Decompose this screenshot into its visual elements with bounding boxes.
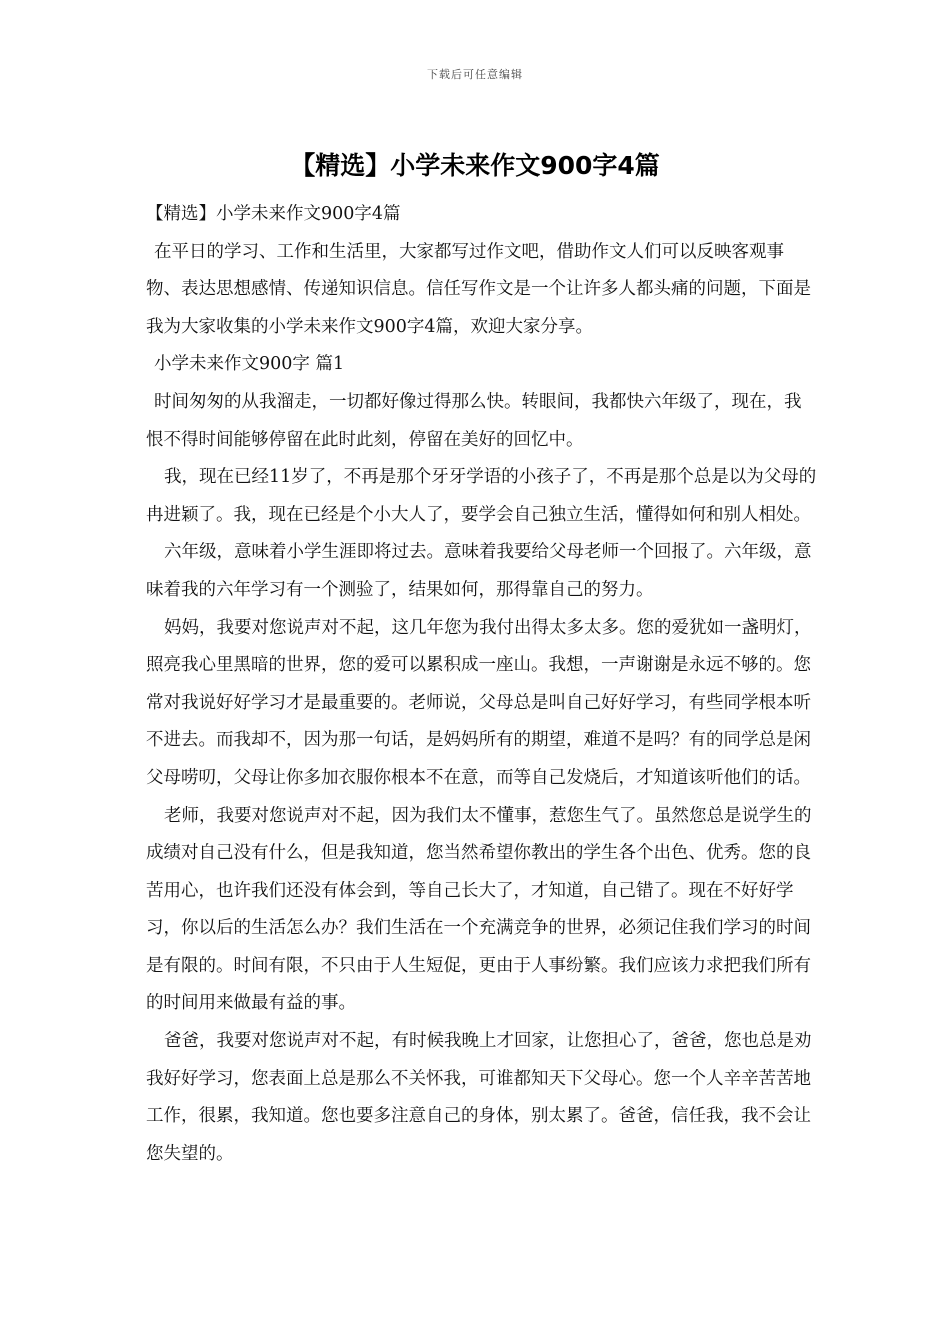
page-header-note: 下载后可任意编辑 xyxy=(427,68,523,81)
body-paragraph: 爸爸，我要对您说声对不起，有时候我晚上才回家，让您担心了，爸爸，您也总是劝我好好学习，您表面上总是那么不关怀我，可谁都知天下父母心。您一个人辛辛苦苦地工作，很累，我知道。您也要多注意自己的身体，别太累了。爸爸，信任我，我不会让您失望的。 xyxy=(146,1031,812,1164)
body-paragraph: 时间匆匆的从我溜走，一切都好像过得那么快。转眼间，我都快六年级了，现在，我恨不得时间能够停留在此时此刻，停留在美好的回忆中。 xyxy=(146,391,802,450)
body-paragraph: 我，现在已经11岁了，不再是那个牙牙学语的小孩子了，不再是那个总是以为父母的冉进颖了。我，现在已经是个小大人了，要学会自己独立生活，懂得如何和别人相处。 xyxy=(146,467,817,525)
document-subtitle: 【精选】小学未来作文900字4篇 xyxy=(146,204,401,224)
body-paragraph: 妈妈，我要对您说声对不起，这几年您为我付出得太多太多。您的爱犹如一盏明灯，照亮我心里黑暗的世界，您的爱可以累积成一座山。我想，一声谢谢是永远不够的。您常对我说好好学习才是最重要的。老师说，父母总是叫自己好好学习，有些同学根本听不进去。而我却不，因为那一句话，是妈妈所有的期望，难道不是吗？有的同学总是闲父母唠叨，父母让你多加衣服你根本不在意，而等自己发烧后，才知道该听他们的话。 xyxy=(146,617,812,788)
body-paragraph: 老师，我要对您说声对不起，因为我们太不懂事，惹您生气了。虽然您总是说学生的成绩对自己没有什么，但是我知道，您当然希望你教出的学生各个出色、优秀。您的良苦用心，也许我们还没有体会到，等自己长大了，才知道，自己错了。现在不好好学习，你以后的生活怎么办？我们生活在一个充满竞争的世界，必须记住我们学习的时间是有限的。时间有限，不只由于人生短促，更由于人事纷繁。我们应该力求把我们所有的时间用来做最有益的事。 xyxy=(146,805,812,1014)
document-body xyxy=(146,196,818,1173)
section-heading: 小学未来作文900字 篇1 xyxy=(154,354,345,375)
intro-paragraph: 在平日的学习、工作和生活里，大家都写过作文吧，借助作文人们可以反映客观事物、表达思想感情、传递知识信息。信任写作文是一个让许多人都头痛的问题，下面是我为大家收集的小学未来作文900字4篇，欢迎大家分享。 xyxy=(146,241,811,337)
document-title: 【精选】小学未来作文900字4篇 xyxy=(290,151,660,180)
body-paragraph: 六年级，意味着小学生涯即将过去。意味着我要给父母老师一个回报了。六年级，意味着我的六年学习有一个测验了，结果如何，那得靠自己的努力。 xyxy=(146,542,812,600)
